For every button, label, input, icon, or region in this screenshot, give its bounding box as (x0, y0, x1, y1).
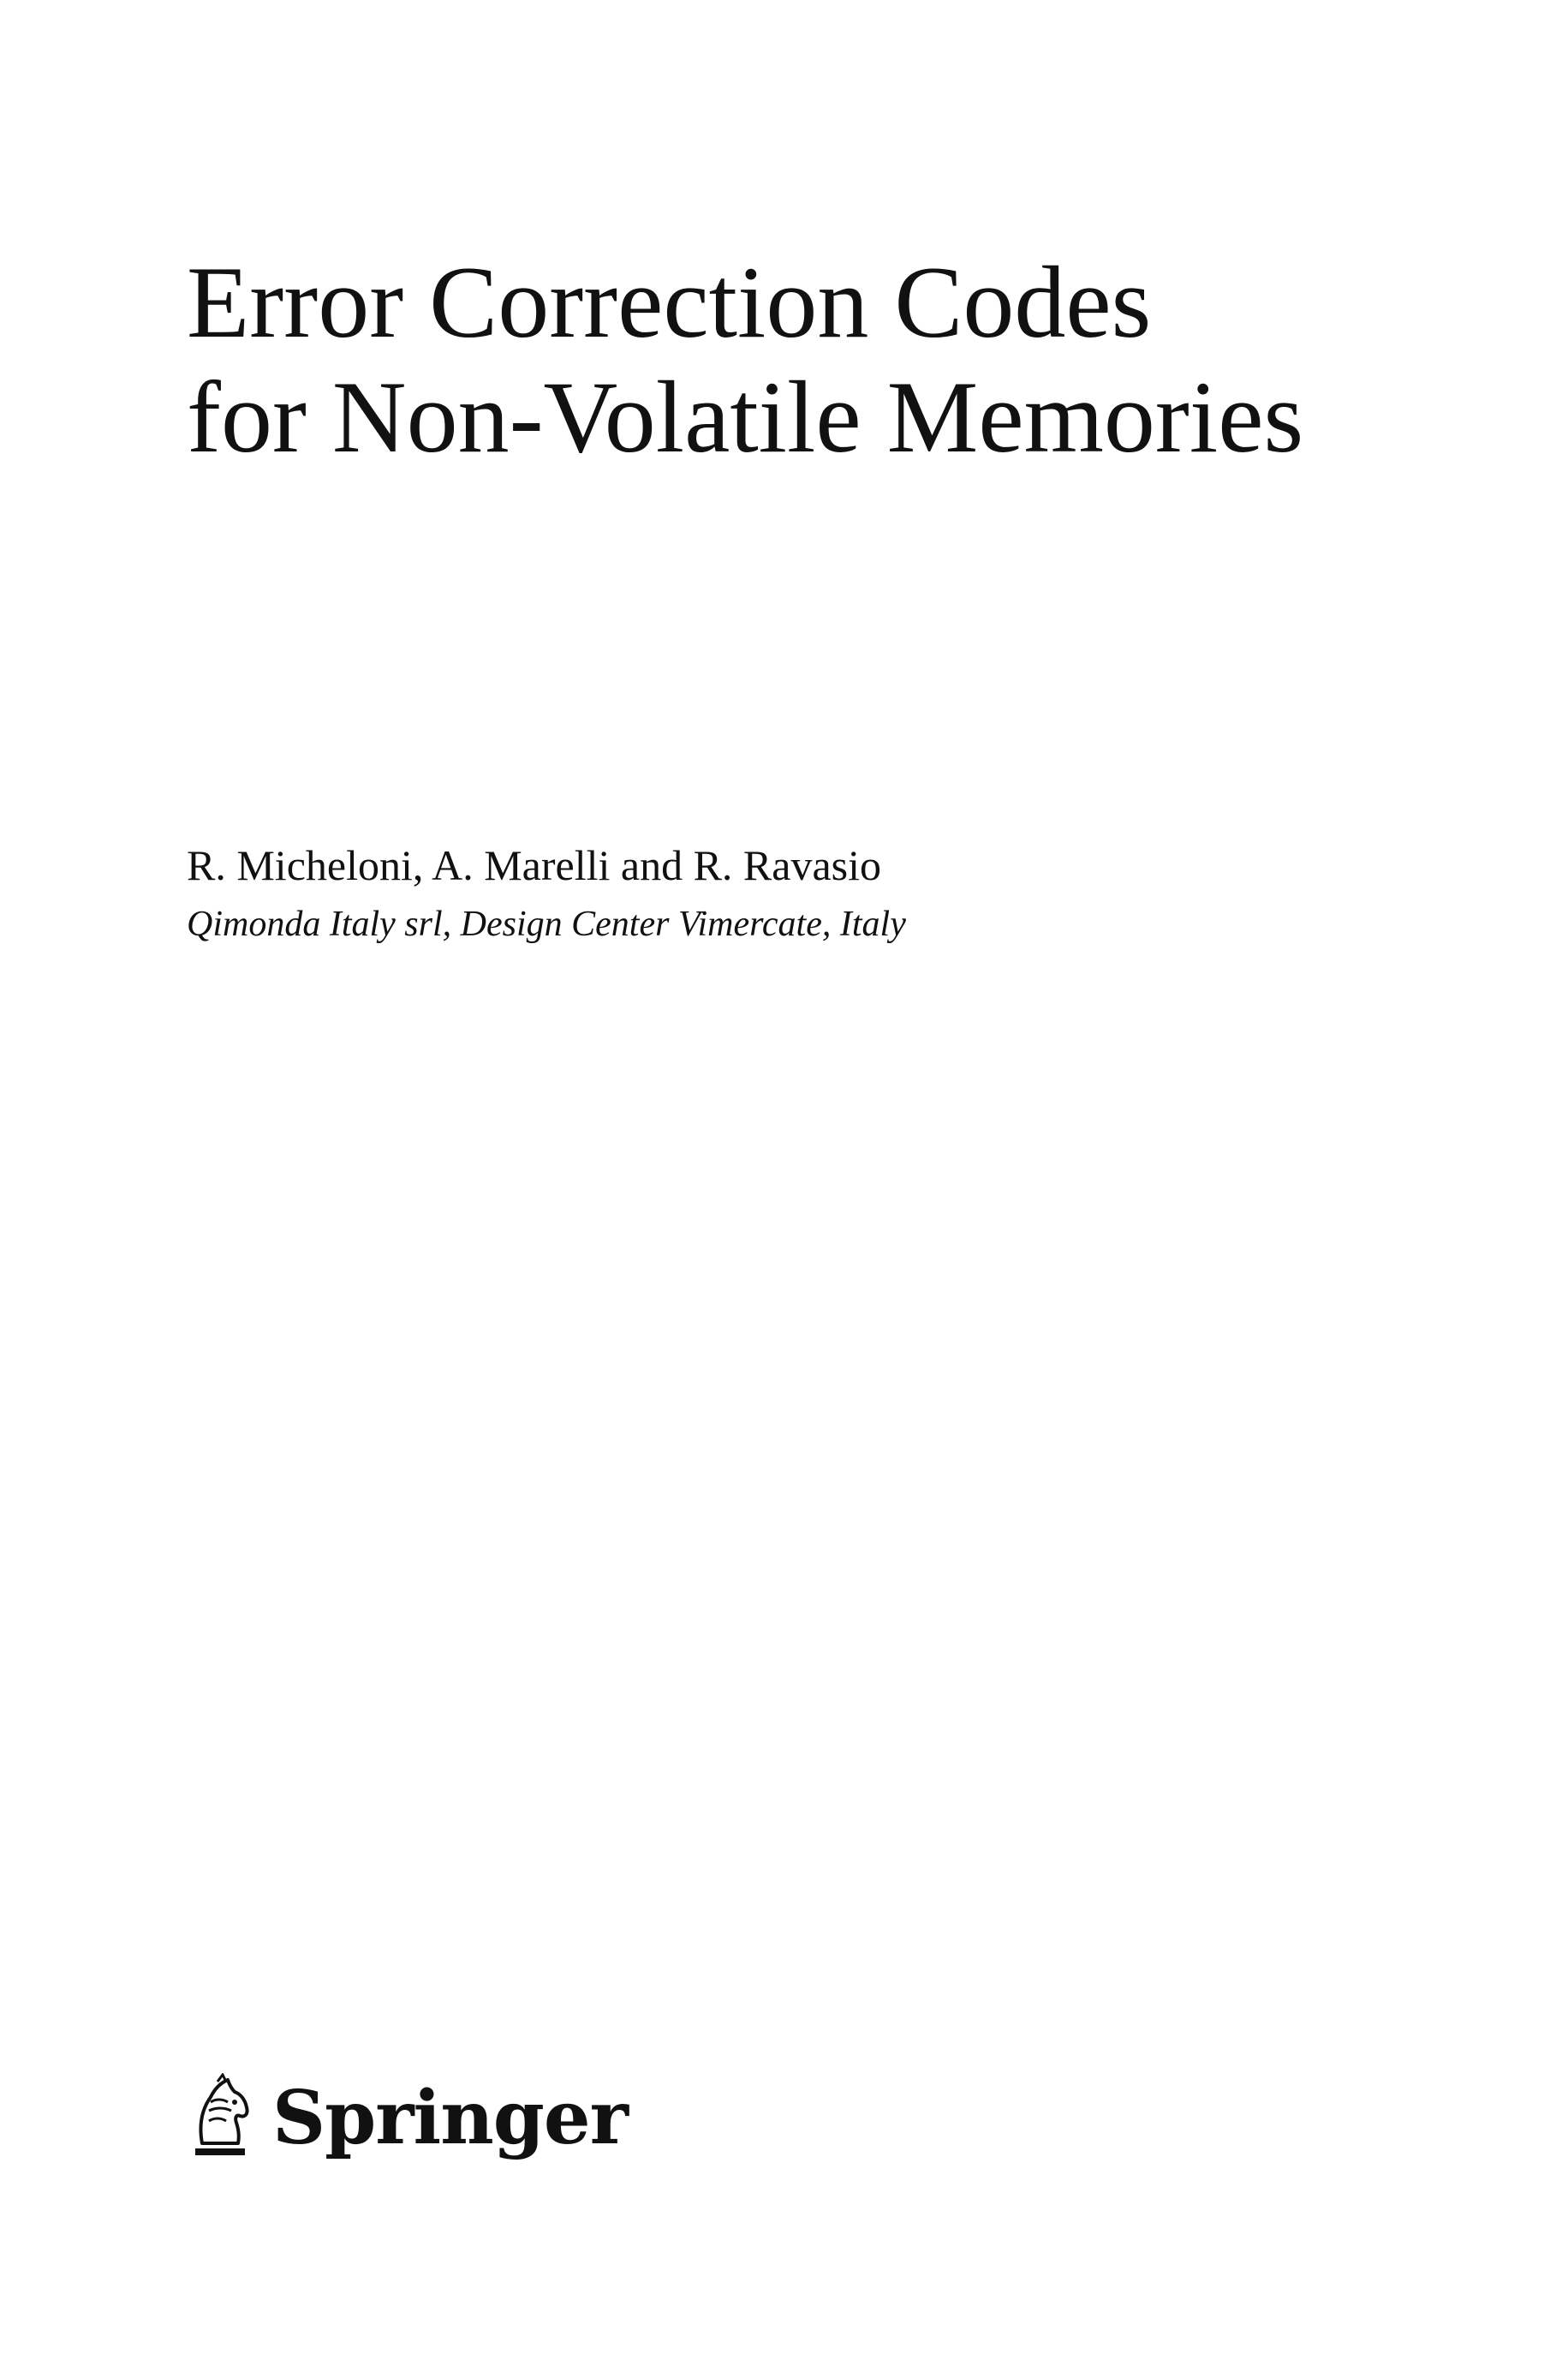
publisher-imprint (187, 2071, 628, 2166)
book-authors: R. Micheloni, A. Marelli and R. Ravasio (187, 841, 882, 889)
book-title-line-1: Error Correction Codes (187, 245, 1152, 359)
springer-horse-head-icon (187, 2073, 253, 2164)
book-title (187, 245, 1303, 475)
author-affiliation: Qimonda Italy srl, Design Center Vimercate, Italy (187, 905, 906, 944)
book-title-line-2: for Non-Volatile Memories (187, 360, 1304, 474)
publisher-name: Springer (272, 2075, 628, 2161)
